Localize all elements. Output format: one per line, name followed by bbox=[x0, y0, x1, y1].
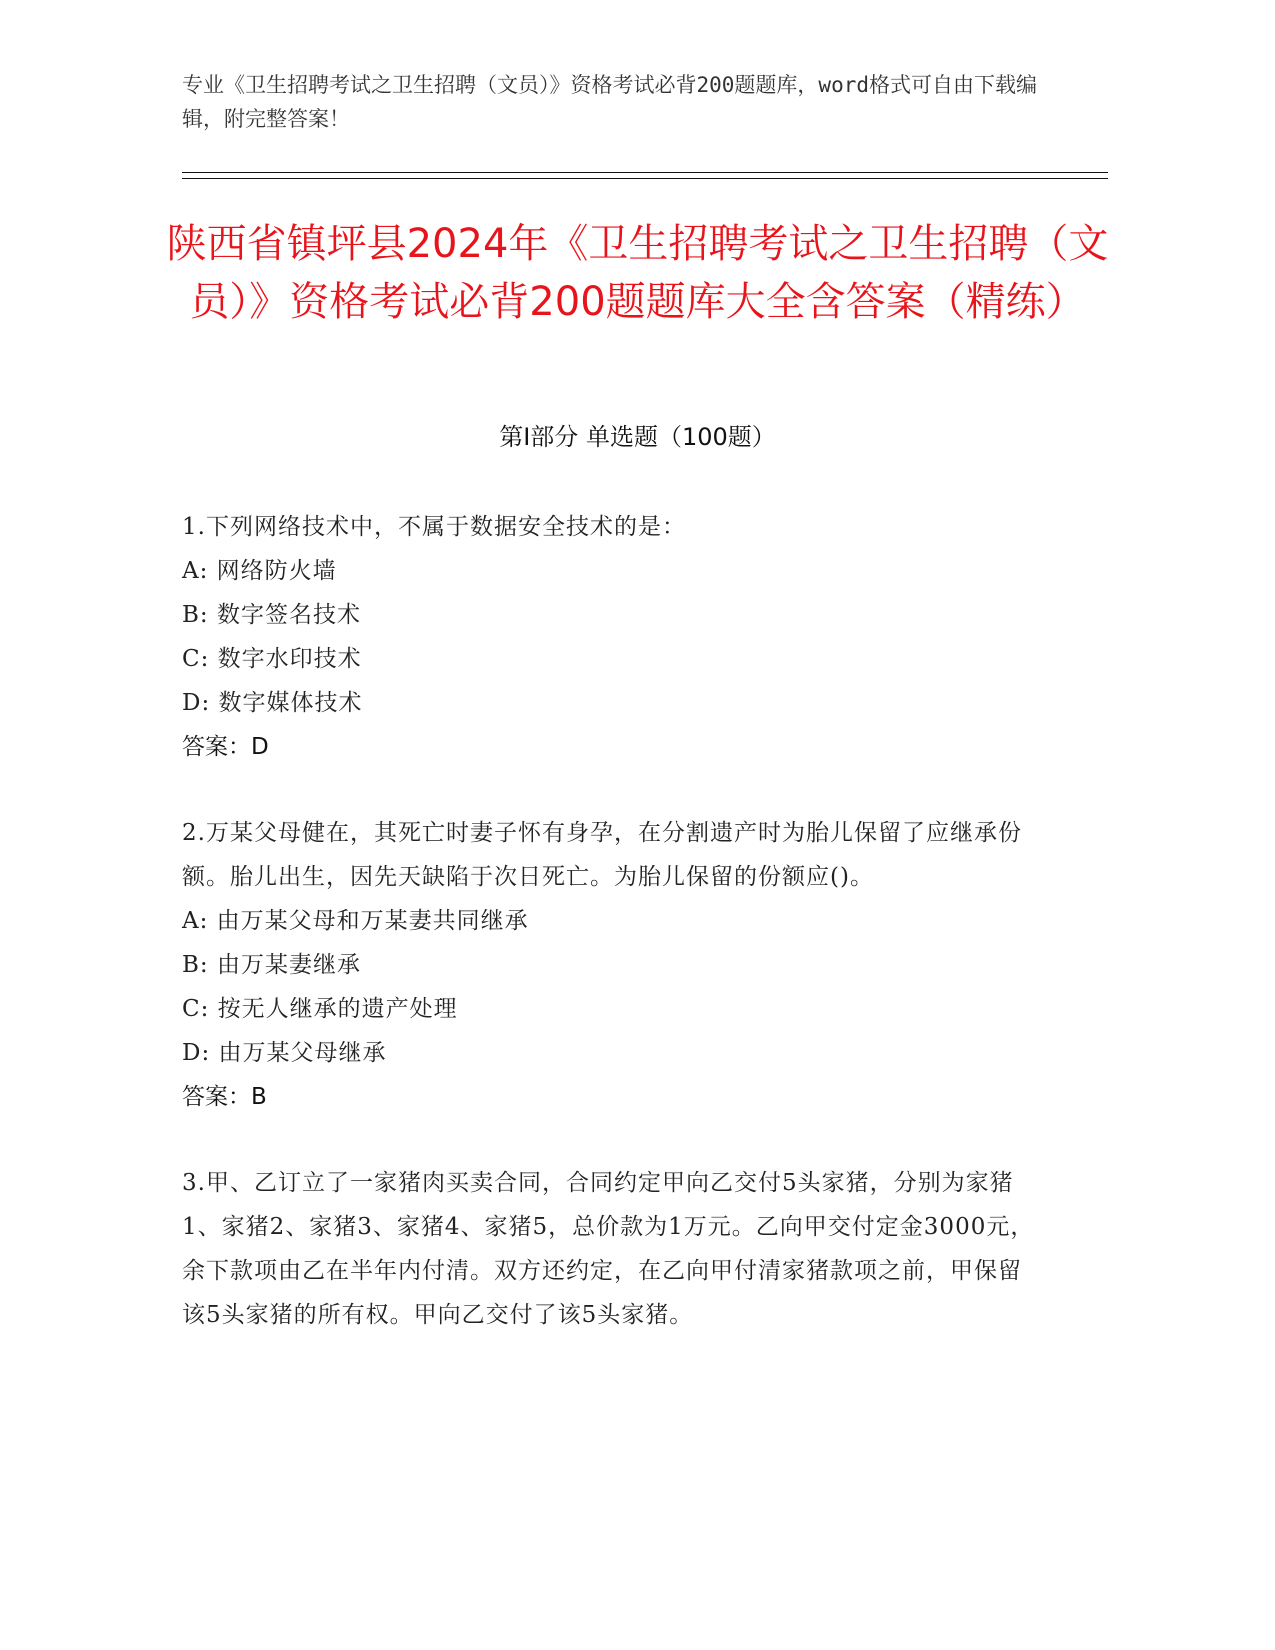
answer: 答案：D bbox=[182, 734, 269, 760]
header-note: 专业《卫生招聘考试之卫生招聘（文员）》资格考试必背200题题库，word格式可自由下载编辑，附完整答案！ bbox=[182, 73, 1037, 131]
option-b: B: 由万某妻继承 bbox=[182, 952, 361, 978]
question-3 bbox=[182, 1161, 1042, 1337]
header-divider-bottom bbox=[182, 178, 1108, 179]
question-2 bbox=[182, 811, 1042, 1119]
question-stem: 2.万某父母健在，其死亡时妻子怀有身孕，在分割遗产时为胎儿保留了应继承份额。胎儿出生，因先天缺陷于次日死亡。为胎儿保留的份额应()。 bbox=[182, 820, 1022, 890]
option-a: A: 由万某父母和万某妻共同继承 bbox=[182, 908, 529, 934]
option-d: D: 数字媒体技术 bbox=[182, 690, 363, 716]
question-list bbox=[182, 505, 1042, 1379]
option-b: B: 数字签名技术 bbox=[182, 602, 361, 628]
question-stem: 1.下列网络技术中，不属于数据安全技术的是： bbox=[182, 514, 686, 540]
document-title: 陕西省镇坪县2024年《卫生招聘考试之卫生招聘（文员）》资格考试必背200题题库大全含答案（精练） bbox=[166, 221, 1109, 325]
question-1 bbox=[182, 505, 1042, 769]
option-d: D: 由万某父母继承 bbox=[182, 1040, 387, 1066]
answer: 答案：B bbox=[182, 1084, 267, 1110]
question-stem: 3.甲、乙订立了一家猪肉买卖合同，合同约定甲向乙交付5头家猪，分别为家猪1、家猪2、家猪3、家猪4、家猪5，总价款为1万元。乙向甲交付定金3000元，余下款项由乙在半年内付清。双方还约定，在乙向甲付清家猪款项之前，甲保留该5头家猪的所有权。甲向乙交付了该5头家猪。 bbox=[182, 1170, 1035, 1328]
option-a: A: 网络防火墙 bbox=[182, 558, 337, 584]
header-divider-top bbox=[182, 172, 1108, 173]
section-heading: 第I部分 单选题（100题） bbox=[499, 423, 776, 451]
option-c: C: 数字水印技术 bbox=[182, 646, 362, 672]
option-c: C: 按无人继承的遗产处理 bbox=[182, 996, 458, 1022]
